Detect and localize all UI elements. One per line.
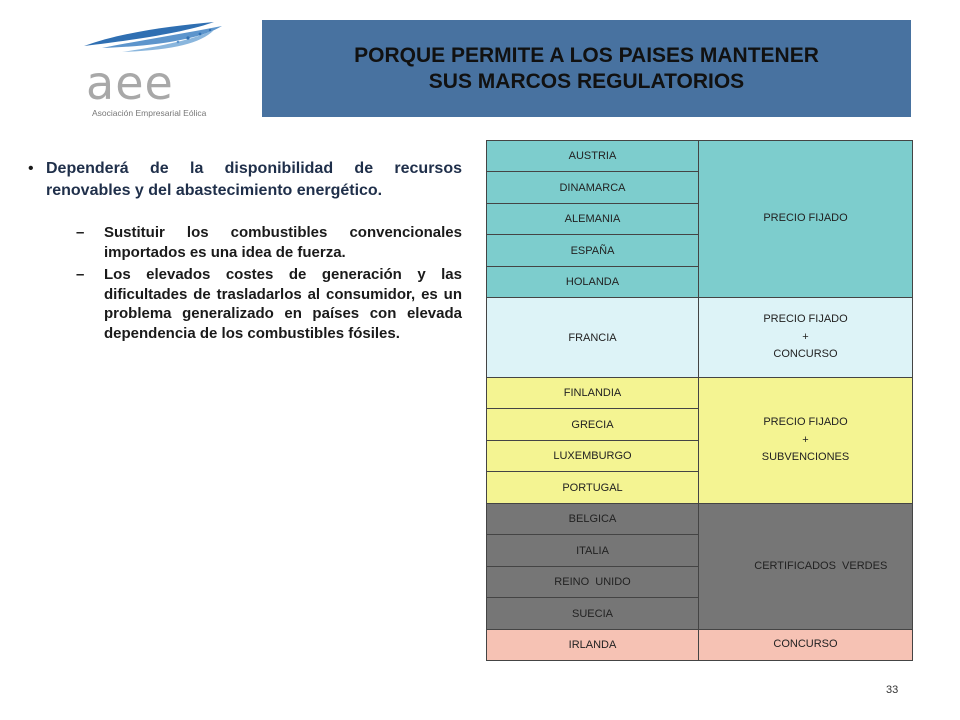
bullet-text: Dependerá de la disponibilidad de recursos renovables y del abastecimiento energético.	[46, 160, 462, 199]
regime-line: CONCURSO	[773, 638, 838, 651]
regime-cell	[699, 141, 913, 298]
country-cell: FINLANDIA	[487, 378, 699, 409]
slide-title-line-1: PORQUE PERMITE A LOS PAISES MANTENER	[354, 44, 819, 68]
country-cell: REINO UNIDO	[487, 567, 699, 598]
table-group-precio-fijado-concurso	[487, 298, 913, 378]
regime-line: PRECIO FIJADO	[763, 313, 848, 326]
regime-cell	[699, 378, 913, 504]
sub-bullet-list	[76, 223, 462, 343]
dash-marker: –	[76, 266, 85, 284]
page-number: 33	[886, 684, 899, 696]
logo-subtitle: Asociación Empresarial Eólica	[92, 108, 207, 118]
country-cell: DINAMARCA	[487, 172, 699, 204]
regime-cell	[699, 298, 913, 378]
table-group-concurso	[487, 630, 913, 661]
regime-line: PRECIO FIJADO	[763, 212, 848, 225]
logo-wordmark: aee	[86, 56, 174, 110]
table-row	[487, 141, 913, 172]
country-cell: ESPAÑA	[487, 235, 699, 267]
slide-body	[28, 158, 462, 346]
table-group-certificados-verdes	[487, 504, 913, 630]
sub-bullet-text: Sustituir los combustibles convencionales importados es una idea de fuerza.	[104, 224, 462, 261]
regulatory-framework-table	[486, 140, 913, 661]
country-cell: LUXEMBURGO	[487, 441, 699, 472]
bullet-dot-icon: •	[28, 160, 34, 177]
regime-line: CONCURSO	[773, 348, 838, 361]
country-cell: SUECIA	[487, 598, 699, 630]
sub-bullet-item	[76, 223, 462, 262]
table-row	[487, 630, 913, 661]
table-row	[487, 378, 913, 409]
country-cell: HOLANDA	[487, 267, 699, 298]
table-group-precio-fijado-subvenciones	[487, 378, 913, 504]
sub-bullet-item	[76, 265, 462, 343]
country-cell: GRECIA	[487, 409, 699, 441]
table-row	[487, 504, 913, 535]
country-cell: IRLANDA	[487, 630, 699, 661]
country-cell: ALEMANIA	[487, 204, 699, 235]
country-cell: PORTUGAL	[487, 472, 699, 504]
regime-line: +	[802, 433, 809, 446]
slide-title	[354, 43, 819, 93]
country-cell: ITALIA	[487, 535, 699, 567]
slide-title-line-2: SUS MARCOS REGULATORIOS	[428, 69, 745, 93]
regime-line: +	[802, 330, 809, 343]
bullet-item	[28, 158, 462, 201]
slide-title-banner	[262, 20, 911, 117]
regime-line: PRECIO FIJADO	[763, 416, 848, 429]
table-row	[487, 298, 913, 378]
regime-cell	[699, 504, 913, 630]
regime-line: SUBVENCIONES	[761, 451, 850, 464]
sub-bullet-text: Los elevados costes de generación y las dificultades de trasladarlos al consumidor, es un problema generalizado en países con elevada dependencia de los combustibles fósiles.	[104, 266, 462, 342]
country-cell: FRANCIA	[487, 298, 699, 378]
regime-line: CERTIFICADOS VERDES	[754, 559, 888, 572]
aee-logo	[82, 18, 242, 122]
country-cell: BELGICA	[487, 504, 699, 535]
regime-cell	[699, 630, 913, 661]
dash-marker: –	[76, 224, 85, 242]
country-cell: AUSTRIA	[487, 141, 699, 172]
table-group-precio-fijado	[487, 141, 913, 298]
